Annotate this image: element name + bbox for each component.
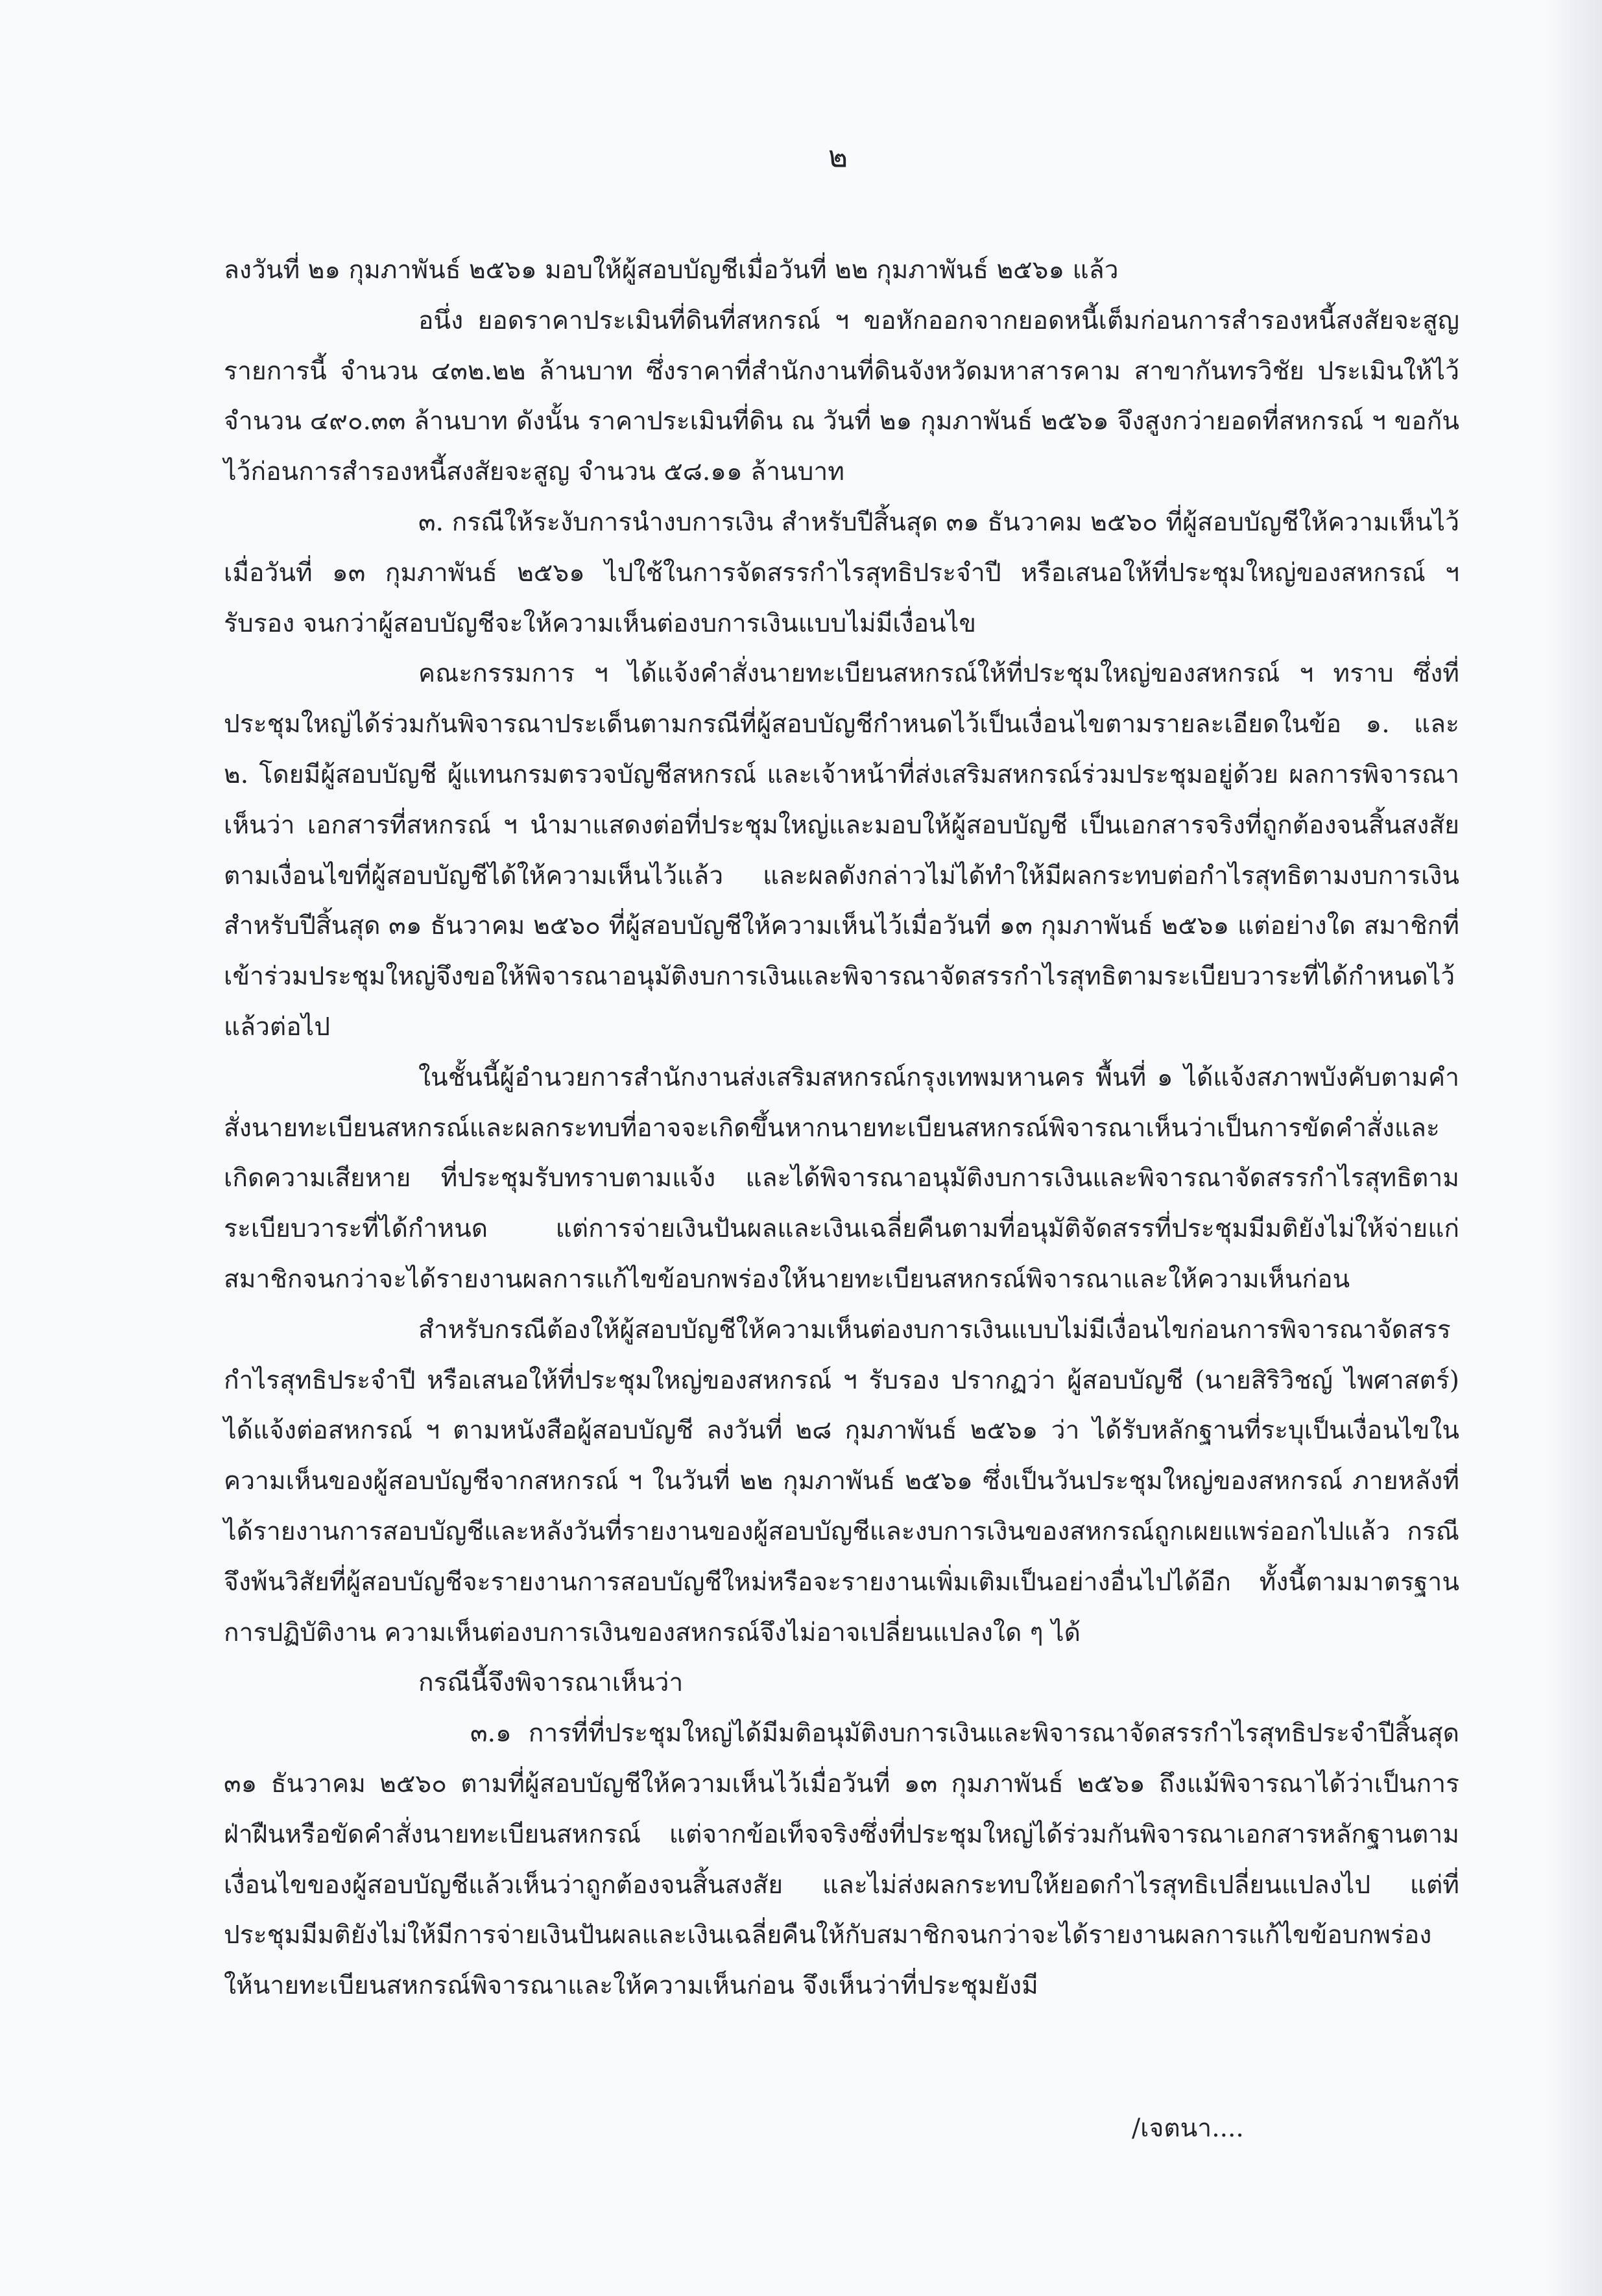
paragraph-item-3: ๓. กรณีให้ระงับการนำงบการเงิน สำหรับปีสิ้นสุด ๓๑ ธันวาคม ๒๕๖๐ ที่ผู้สอบบัญชีให้ความเห็นไว้เมื่อวันที่ ๑๓ กุมภาพันธ์ ๒๕๖๑ ไปใช้ในการจัดสรรกำไรสุทธิประจำปี หรือเสนอให้ที่ประชุมใหญ่ของสหกรณ์ ฯ รับรอง จนกว่าผู้สอบบัญชีจะให้ความเห็นต่องบการเงินแบบไม่มีเงื่อนไข bbox=[224, 507, 1459, 638]
paragraph-auditor-opinion: สำหรับกรณีต้องให้ผู้สอบบัญชีให้ความเห็นต่องบการเงินแบบไม่มีเงื่อนไขก่อนการพิจารณาจัดสรรกำไรสุทธิประจำปี หรือเสนอให้ที่ประชุมใหญ่ของสหกรณ์ ฯ รับรอง ปรากฏว่า ผู้สอบบัญชี (นายสิริวิชญ์ ไพศาสตร์) ได้แจ้งต่อสหกรณ์ ฯ ตามหนังสือผู้สอบบัญชี ลงวันที่ ๒๘ กุมภาพันธ์ ๒๕๖๑ ว่า ได้รับหลักฐานที่ระบุเป็นเงื่อนไขในความเห็นของผู้สอบบัญชีจากสหกรณ์ ฯ ในวันที่ ๒๒ กุมภาพันธ์ ๒๕๖๑ ซึ่งเป็นวันประชุมใหญ่ของสหกรณ์ ภายหลังที่ได้รายงานการสอบบัญชีและหลังวันที่รายงานของผู้สอบบัญชีและงบการเงินของสหกรณ์ถูกเผยแพร่ออกไปแล้ว กรณีจึงพ้นวิสัยที่ผู้สอบบัญชีจะรายงานการสอบบัญชีใหม่หรือจะรายงานเพิ่มเติมเป็นอย่างอื่นไปได้อีก ทั้งนี้ตามมาตรฐานการปฏิบัติงาน ความเห็นต่องบการเงินของสหกรณ์จึงไม่อาจเปลี่ยนแปลงใด ๆ ได้ bbox=[224, 1315, 1459, 1647]
paragraph-date-line: ลงวันที่ ๒๑ กุมภาพันธ์ ๒๕๖๑ มอบให้ผู้สอบบัญชีเมื่อวันที่ ๒๒ กุมภาพันธ์ ๒๕๖๑ แล้ว bbox=[224, 256, 1119, 285]
paragraph-item-3-1: ๓.๑ การที่ที่ประชุมใหญ่ได้มีมติอนุมัติงบการเงินและพิจารณาจัดสรรกำไรสุทธิประจำปีสิ้นสุด ๓๑ ธันวาคม ๒๕๖๐ ตามที่ผู้สอบบัญชีให้ความเห็นไว้เมื่อวันที่ ๑๓ กุมภาพันธ์ ๒๕๖๑ ถึงแม้พิจารณาได้ว่าเป็นการฝ่าฝืนหรือขัดคำสั่งนายทะเบียนสหกรณ์ แต่จากข้อเท็จจริงซึ่งที่ประชุมใหญ่ได้ร่วมกันพิจารณาเอกสารหลักฐานตามเงื่อนไขของผู้สอบบัญชีแล้วเห็นว่าถูกต้องจนสิ้นสงสัย และไม่ส่งผลกระทบให้ยอดกำไรสุทธิเปลี่ยนแปลงไป แต่ที่ประชุมมีมติยังไม่ให้มีการจ่ายเงินปันผลและเงินเฉลี่ยคืนให้กับสมาชิกจนกว่าจะได้รายงานผลการแก้ไขข้อบกพร่องให้นายทะเบียนสหกรณ์พิจารณาและให้ความเห็นก่อน จึงเห็นว่าที่ประชุมยังมี bbox=[224, 1719, 1459, 2001]
continuation-marker: /เจตนา.... bbox=[1132, 2114, 1244, 2143]
document-body bbox=[224, 245, 1459, 2011]
paragraph-land-appraisal: อนึ่ง ยอดราคาประเมินที่ดินที่สหกรณ์ ฯ ขอหักออกจากยอดหนี้เต็มก่อนการสำรองหนี้สงสัยจะสูญรายการนี้ จำนวน ๔๓๒.๒๒ ล้านบาท ซึ่งราคาที่สำนักงานที่ดินจังหวัดมหาสารคาม สาขากันทรวิชัย ประเมินให้ไว้ จำนวน ๔๙๐.๓๓ ล้านบาท ดังนั้น ราคาประเมินที่ดิน ณ วันที่ ๒๑ กุมภาพันธ์ ๒๕๖๑ จึงสูงกว่ายอดที่สหกรณ์ ฯ ขอกันไว้ก่อนการสำรองหนี้สงสัยจะสูญ จำนวน ๕๘.๑๑ ล้านบาท bbox=[224, 305, 1459, 487]
scan-shadow-edge bbox=[1547, 0, 1602, 2296]
paragraph-consideration: กรณีนี้จึงพิจารณาเห็นว่า bbox=[418, 1668, 684, 1698]
paragraph-director-notice: ในชั้นนี้ผู้อำนวยการสำนักงานส่งเสริมสหกรณ์กรุงเทพมหานคร พื้นที่ ๑ ได้แจ้งสภาพบังคับตามคำสั่งนายทะเบียนสหกรณ์และผลกระทบที่อาจจะเกิดขึ้นหากนายทะเบียนสหกรณ์พิจารณาเห็นว่าเป็นการขัดคำสั่งและเกิดความเสียหาย ที่ประชุมรับทราบตามแจ้ง และได้พิจารณาอนุมัติงบการเงินและพิจารณาจัดสรรกำไรสุทธิตามระเบียบวาระที่ได้กำหนด แต่การจ่ายเงินปันผลและเงินเฉลี่ยคืนตามที่อนุมัติจัดสรรที่ประชุมมีมติยังไม่ให้จ่ายแก่สมาชิกจนกว่าจะได้รายงานผลการแก้ไขข้อบกพร่องให้นายทะเบียนสหกรณ์พิจารณาและให้ความเห็นก่อน bbox=[224, 1062, 1459, 1294]
page-number: ๒ bbox=[828, 139, 848, 174]
paragraph-committee-notice: คณะกรรมการ ฯ ได้แจ้งคำสั่งนายทะเบียนสหกรณ์ให้ที่ประชุมใหญ่ของสหกรณ์ ฯ ทราบ ซึ่งที่ประชุมใหญ่ได้ร่วมกันพิจารณาประเด็นตามกรณีที่ผู้สอบบัญชีกำหนดไว้เป็นเงื่อนไขตามรายละเอียดในข้อ ๑. และ ๒. โดยมีผู้สอบบัญชี ผู้แทนกรมตรวจบัญชีสหกรณ์ และเจ้าหน้าที่ส่งเสริมสหกรณ์ร่วมประชุมอยู่ด้วย ผลการพิจารณาเห็นว่า เอกสารที่สหกรณ์ ฯ นำมาแสดงต่อที่ประชุมใหญ่และมอบให้ผู้สอบบัญชี เป็นเอกสารจริงที่ถูกต้องจนสิ้นสงสัยตามเงื่อนไขที่ผู้สอบบัญชีได้ให้ความเห็นไว้แล้ว และผลดังกล่าวไม่ได้ทำให้มีผลกระทบต่อกำไรสุทธิตามงบการเงิน สำหรับปีสิ้นสุด ๓๑ ธันวาคม ๒๕๖๐ ที่ผู้สอบบัญชีให้ความเห็นไว้เมื่อวันที่ ๑๓ กุมภาพันธ์ ๒๕๖๑ แต่อย่างใด สมาชิกที่เข้าร่วมประชุมใหญ่จึงขอให้พิจารณาอนุมัติงบการเงินและพิจารณาจัดสรรกำไรสุทธิตามระเบียบวาระที่ได้กำหนดไว้แล้วต่อไป bbox=[224, 659, 1459, 1042]
